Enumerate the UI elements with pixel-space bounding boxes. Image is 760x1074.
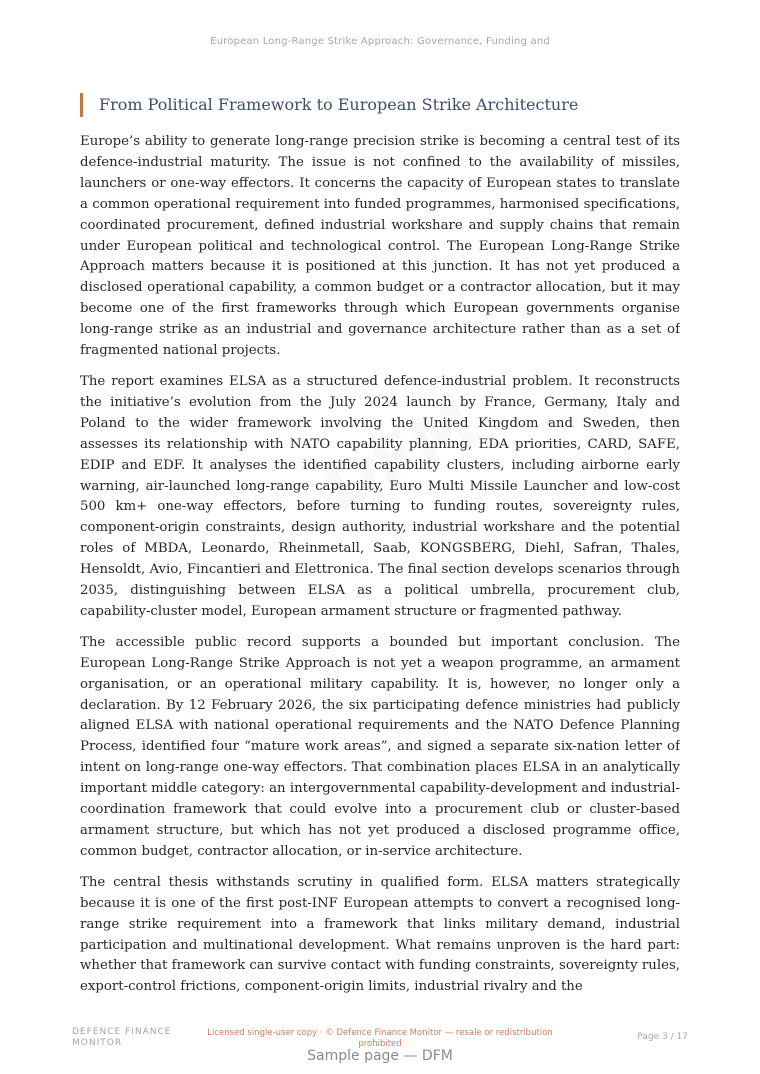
paragraph-4: The central thesis withstands scrutiny in qualified form. ELSA matters strategically because it is one of the first post-INF European attempts to convert a recognised long-range strike requirement into a framework that links military demand, industrial participation and multinational development. What remains unproven is the hard part: whether that framework can survive contact with funding constraints, sovereignty rules, export-control frictions, component-origin limits, industrial rivalry and the: [80, 874, 680, 995]
footer-license: Licensed single-user copy · © Defence Finance Monitor — resale or redistribution prohibited: [207, 1028, 553, 1049]
paragraph-1: Europe’s ability to generate long-range precision strike is becoming a central test of its defence-industrial maturity. The issue is not confined to the availability of missiles, launchers or one-way effectors. It concerns the capacity of European states to translate a common operational requirement into funded programmes, harmonised specifications, coordinated procurement, defined industrial workshare and supply chains that remain under European political and technological control. The European Long-Range Strike Approach matters because it is positioned at this junction. It has not yet produced a disclosed operational capability, a common budget or a contractor allocation, but it may become one of the first frameworks through which European governments organise long-range strike as an industrial and governance architecture rather than as a set of fragmented national projects.: [80, 134, 680, 359]
footer-brand: [72, 1027, 202, 1048]
body-text: [80, 132, 680, 1000]
running-header: European Long-Range Strike Approach: Governance, Funding and: [210, 36, 550, 47]
page-number: Page 3 / 17: [637, 1032, 688, 1042]
watermark: DFM: [311, 386, 489, 528]
footer-brand-line-2: MONITOR: [72, 1037, 123, 1048]
paragraph-3: The accessible public record supports a bounded but important conclusion. The European Long-Range Strike Approach is not yet a weapon programme, an armament organisation, or an operational military capability. It is, however, no longer only a declaration. By 12 February 2026, the six participating defence ministries had publicly aligned ELSA with national operational requirements and the NATO Defence Planning Process, identified four “mature work areas”, and signed a separate six-nation letter of intent on long-range one-way effectors. That combination places ELSA in an analytically important middle category: an intergovernmental capability-development and industrial-coordination framework that could evolve into a procurement club or cluster-based armament structure, but which has not yet produced a disclosed programme office, common budget, contractor allocation, or in-service architecture.: [80, 634, 680, 859]
section-heading: From Political Framework to European Strike Architecture: [80, 93, 578, 117]
paragraph-2: The report examines ELSA as a structured defence-industrial problem. It reconstructs the initiative’s evolution from the July 2024 launch by France, Germany, Italy and Poland to the wider framework involving the United Kingdom and Sweden, then assesses its relationship with NATO capability planning, EDA priorities, CARD, SAFE, EDIP and EDF. It analyses the identified capability clusters, including airborne early warning, air-launched long-range capability, Euro Multi Missile Launcher and low-cost 500 km+ one-way effectors, before turning to funding routes, sovereignty rules, component-origin constraints, design authority, industrial workshare and the potential roles of MBDA, Leonardo, Rheinmetall, Saab, KONGSBERG, Diehl, Safran, Thales, Hensoldt, Avio, Fincantieri and Elettronica. The final section develops scenarios through 2035, distinguishing between ELSA as a political umbrella, procurement club, capability-cluster model, European armament structure or fragmented pathway.: [80, 373, 680, 619]
footer-brand-line-1: DEFENCE FINANCE: [72, 1027, 172, 1037]
sample-page-label: Sample page — DFM: [307, 1048, 453, 1064]
